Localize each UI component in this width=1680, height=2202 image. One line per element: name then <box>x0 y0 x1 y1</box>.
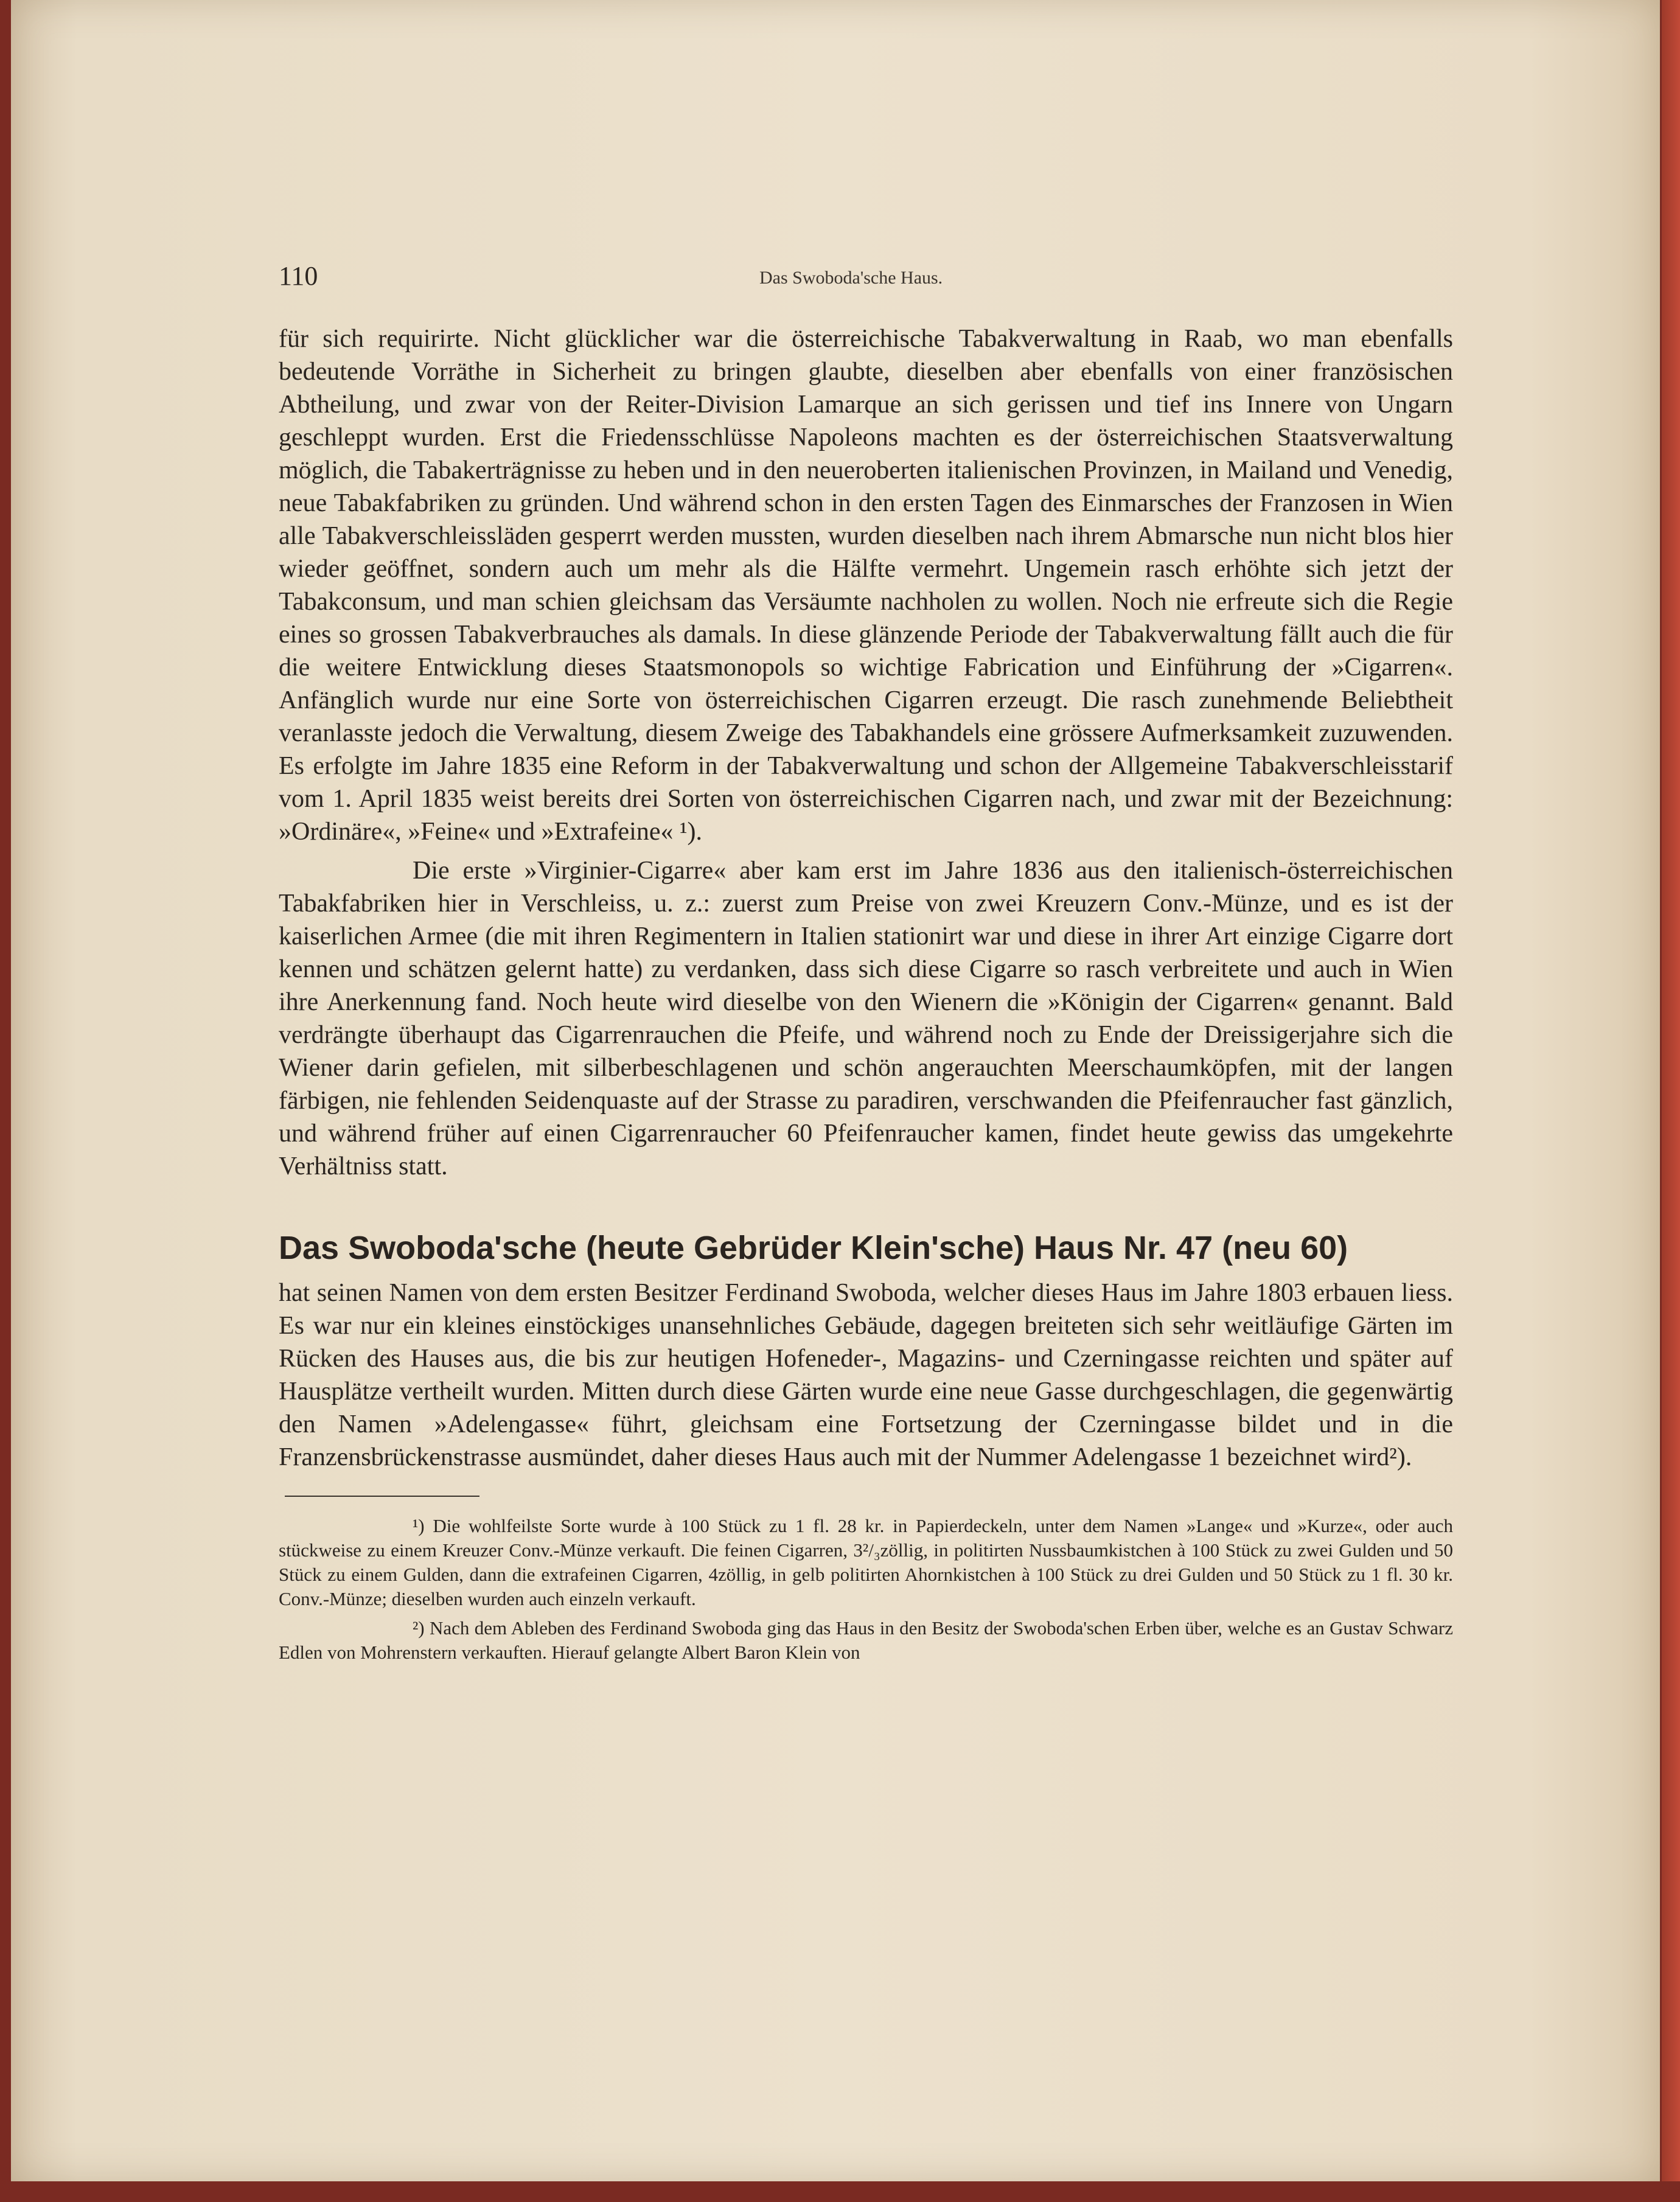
footnote: ¹) Die wohlfeilste Sorte wurde à 100 Stück zu 1 fl. 28 kr. in Papierdeckeln, unter dem Namen »Lange« und »Kurze«, oder auch stückweise zu einem Kreuzer Conv.-Münze verkauft. Die feinen Cigarren, 3²/₃zöllig, in politirten Nussbaumkistchen à 100 Stück zu zwei Gulden und 50 Stück zu einem Gulden, dann die extrafeinen Cigarren, 4zöllig, in gelb politirten Ahornkistchen à 100 Stück zu drei Gulden und 50 Stück zu 1 fl. 30 kr. Conv.-Münze; dieselben wurden auch einzeln verkauft. <box>279 1515 1453 1609</box>
body-paragraph: hat seinen Namen von dem ersten Besitzer Ferdinand Swoboda, welcher dieses Haus im Jahre 1803 erbauen liess. Es war nur ein kleines einstöckiges unansehnliches Gebäude, dagegen breiteten sich sehr weitläufige Gärten im Rücken des Hauses aus, die bis zur heutigen Hofeneder-, Magazins- und Czerningasse reichten und später auf Hausplätze vertheilt wurden. Mitten durch diese Gärten wurde eine neue Gasse durchgeschlagen, die gegenwärtig den Namen »Adelengasse« führt, gleichsam eine Fortsetzung der Czerningasse bildet und in die Franzensbrückenstrasse ausmündet, daher dieses Haus auch mit der Nummer Adelengasse 1 bezeichnet wird²). <box>279 1279 1453 1471</box>
footnote: ²) Nach dem Ableben des Ferdinand Swoboda ging das Haus in den Besitz der Swoboda'schen Erben über, welche es an Gustav Schwarz Edlen von Mohrenstern verkauften. Hierauf gelangte Albert Baron Klein von <box>279 1617 1453 1663</box>
section-heading: Das Swoboda'sche (heute Gebrüder Klein'sche) Haus Nr. 47 (neu 60) <box>279 1230 1348 1266</box>
book-page <box>11 0 1660 2181</box>
body-paragraph: für sich requirirte. Nicht glücklicher war die österreichische Tabakverwaltung in Raab, wo man ebenfalls bedeutende Vorräthe in Sicherheit zu bringen glaubte, dieselben aber ebenfalls von einer französischen Abtheilung, und zwar von der Reiter-Division Lamarque an sich gerissen und tief ins Innere von Ungarn geschleppt wurden. Erst die Friedensschlüsse Napoleons machten es der österreichischen Staatsverwaltung möglich, die Tabakerträgnisse zu heben und in den neueroberten italienischen Provinzen, in Mailand und Venedig, neue Tabakfabriken zu gründen. Und während schon in den ersten Tagen des Einmarsches der Franzosen in Wien alle Tabakverschleissläden gesperrt werden mussten, wurden dieselben nach ihrem Abmarsche nun nicht blos hier wieder geöffnet, sondern auch um mehr als die Hälfte vermehrt. Ungemein rasch erhöhte sich jetzt der Tabakconsum, und man schien gleichsam das Versäumte nachholen zu wollen. Noch nie erfreute sich die Regie eines so grossen Tabakverbrauches als damals. In diese glänzende Periode der Tabakverwaltung fällt auch die für die weitere Entwicklung dieses Staatsmonopols so wichtige Fabrication und Einführung der »Cigarren«. Anfänglich wurde nur eine Sorte von österreichischen Cigarren erzeugt. Die rasch zunehmende Beliebtheit veranlasste jedoch die Verwaltung, diesem Zweige des Tabakhandels eine grössere Aufmerksamkeit zuzuwenden. Es erfolgte im Jahre 1835 eine Reform in der Tabakverwaltung und schon der Allgemeine Tabakverschleisstarif vom 1. April 1835 weist bereits drei Sorten von österreichischen Cigarren nach, und zwar mit der Bezeichnung: »Ordinäre«, »Feine« und »Extrafeine« ¹). <box>279 325 1453 846</box>
book-spine-edge <box>1662 0 1680 2181</box>
page-number: 110 <box>279 261 318 291</box>
running-title: Das Swoboda'sche Haus. <box>759 268 943 288</box>
body-paragraph: Die erste »Virginier-Cigarre« aber kam erst im Jahre 1836 aus den italienisch-österreichischen Tabakfabriken hier in Verschleiss, u. z.: zuerst zum Preise von zwei Kreuzern Conv.-Münze, und es ist der kaiserlichen Armee (die mit ihren Regimentern in Italien stationirt war und diese in ihrer Art einzige Cigarre dort kennen und schätzen gelernt hatte) zu verdanken, dass sich diese Cigarre so rasch verbreitete und auch in Wien ihre Anerkennung fand. Noch heute wird dieselbe von den Wienern die »Königin der Cigarren« genannt. Bald verdrängte überhaupt das Cigarrenrauchen die Pfeife, und während noch zu Ende der Dreissigerjahre sich die Wiener darin gefielen, mit silberbeschlagenen und schön angerauchten Meerschaumköpfen, mit der langen färbigen, nie fehlenden Seidenquaste auf der Strasse zu paradiren, verschwanden die Pfeifenraucher fast gänzlich, und während früher auf einen Cigarrenraucher 60 Pfeifenraucher kamen, findet heute gewiss das umgekehrte Verhältniss statt. <box>279 857 1453 1180</box>
page-content <box>279 322 1453 1670</box>
page-header <box>279 260 1453 297</box>
footnote-divider <box>285 1496 479 1497</box>
